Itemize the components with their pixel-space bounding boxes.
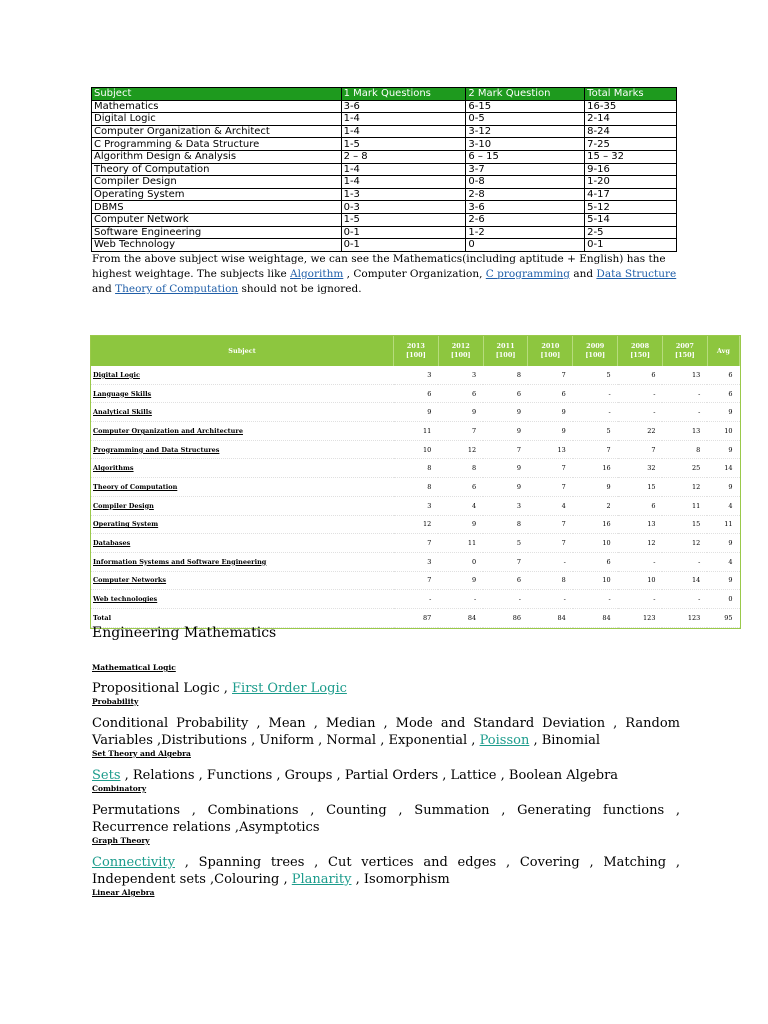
marks-cell: 11	[662, 496, 707, 515]
topics-graph-theory	[92, 854, 680, 888]
value-cell: 3-7	[466, 163, 585, 176]
subject-cell: Databases	[91, 534, 394, 553]
value-cell: 1-3	[341, 188, 466, 201]
year-header: 2011 [100]	[483, 336, 528, 366]
subject-cell: Information Systems and Software Engineering	[91, 552, 394, 571]
value-cell: 6 – 15	[466, 150, 585, 163]
marks-cell: 7	[528, 459, 573, 478]
section-heading: Engineering Mathematics	[92, 625, 277, 641]
theory-of-computation-link[interactable]: Theory of Computation	[115, 283, 239, 295]
marks-cell: 84	[528, 608, 573, 627]
year-header: Avg	[707, 336, 739, 366]
marks-cell: 9	[707, 571, 739, 590]
weightage-header-cell: 1 Mark Questions	[341, 88, 466, 101]
value-cell: 1-4	[341, 113, 466, 126]
marks-cell: 9	[483, 403, 528, 422]
subject-cell: Web technologies	[91, 590, 394, 609]
table-row	[91, 403, 740, 422]
table-row	[91, 478, 740, 497]
marks-cell: 6	[528, 384, 573, 403]
marks-cell: 9	[573, 478, 618, 497]
marks-cell: 8	[483, 515, 528, 534]
marks-cell: 87	[394, 608, 439, 627]
marks-cell: 3	[483, 496, 528, 515]
marks-cell: 10	[394, 440, 439, 459]
marks-cell: 6	[438, 478, 483, 497]
para-text: and	[92, 283, 116, 295]
subject-cell: Computer Organization and Architecture	[91, 422, 394, 441]
table-row	[91, 384, 740, 403]
subject-cell: Theory of Computation	[91, 478, 394, 497]
table-row	[92, 188, 677, 201]
marks-cell: 9	[528, 422, 573, 441]
marks-cell: -	[662, 384, 707, 403]
marks-cell: 3	[394, 496, 439, 515]
marks-cell: 10	[573, 534, 618, 553]
marks-cell: -	[528, 552, 573, 571]
marks-cell: 9	[438, 515, 483, 534]
value-cell: 15 – 32	[585, 150, 677, 163]
marks-cell: 25	[662, 459, 707, 478]
marks-cell: 6	[618, 496, 663, 515]
topics-mathematical-logic	[92, 680, 680, 697]
marks-cell: -	[618, 403, 663, 422]
topic-text: , Relations , Functions , Groups , Partial Orders , Lattice , Boolean Algebra	[120, 768, 619, 783]
table-row	[92, 100, 677, 113]
marks-cell: 32	[618, 459, 663, 478]
marks-cell: -	[438, 590, 483, 609]
marks-cell: 12	[394, 515, 439, 534]
marks-cell: 12	[438, 440, 483, 459]
marks-cell: 8	[528, 571, 573, 590]
para-text: From the above subject wise weightage, we can see the Mathematics(including aptitude + English) has the highest weightage. The subjects like	[92, 253, 666, 280]
marks-cell: 6	[483, 571, 528, 590]
marks-cell: -	[618, 552, 663, 571]
para-text: , Computer Organization,	[343, 268, 486, 280]
year-header: 2008 [150]	[618, 336, 663, 366]
table-row	[92, 239, 677, 252]
marks-cell: 10	[573, 571, 618, 590]
topic-text: Conditional Probability , Mean , Median , Mode and Standard Deviation , Random Variables ,Distributions , Uniform , Normal , Exponential ,	[92, 716, 680, 748]
marks-cell: 12	[662, 534, 707, 553]
marks-cell: 6	[573, 552, 618, 571]
value-cell: 3-12	[466, 125, 585, 138]
value-cell: 5-14	[585, 213, 677, 226]
subject-cell: Digital Logic	[91, 366, 394, 384]
value-cell: 0-8	[466, 176, 585, 189]
subject-cell: Computer Network	[92, 213, 342, 226]
table-row	[92, 226, 677, 239]
subject-cell: Digital Logic	[92, 113, 342, 126]
value-cell: 16-35	[585, 100, 677, 113]
value-cell: 6-15	[466, 100, 585, 113]
value-cell: 4-17	[585, 188, 677, 201]
para-text: should not be ignored.	[238, 283, 362, 295]
marks-cell: 16	[573, 515, 618, 534]
marks-cell: 10	[707, 422, 739, 441]
weightage-table-header	[92, 88, 677, 101]
marks-cell: 5	[573, 422, 618, 441]
subheading-mathematical-logic: Mathematical Logic	[92, 663, 176, 672]
marks-cell: 7	[483, 440, 528, 459]
value-cell: 2-14	[585, 113, 677, 126]
marks-cell: 9	[394, 403, 439, 422]
marks-cell: -	[662, 403, 707, 422]
marks-cell: 7	[528, 515, 573, 534]
marks-cell: -	[573, 384, 618, 403]
table-row	[91, 515, 740, 534]
marks-cell: 9	[483, 478, 528, 497]
subject-cell: Theory of Computation	[92, 163, 342, 176]
first-order-logic-link[interactable]: First Order Logic	[232, 681, 347, 696]
marks-cell: 7	[394, 534, 439, 553]
marks-cell: -	[618, 384, 663, 403]
marks-cell: 9	[528, 403, 573, 422]
subject-header: Subject	[91, 336, 394, 366]
subheading-set-theory: Set Theory and Algebra	[92, 749, 191, 758]
poisson-link[interactable]: Poisson	[479, 733, 530, 748]
weightage-header-cell: Subject	[92, 88, 342, 101]
algorithm-link[interactable]: Algorithm	[290, 268, 344, 280]
marks-cell: 84	[438, 608, 483, 627]
marks-cell: 7	[528, 534, 573, 553]
subheading-linear-algebra: Linear Algebra	[92, 888, 155, 897]
marks-cell: 13	[662, 422, 707, 441]
marks-cell: 0	[438, 552, 483, 571]
value-cell: 1-4	[341, 176, 466, 189]
marks-cell: 9	[483, 422, 528, 441]
value-cell: 2-6	[466, 213, 585, 226]
table-row	[91, 366, 740, 384]
marks-table-header	[91, 336, 740, 366]
value-cell: 2-8	[466, 188, 585, 201]
marks-cell: 0	[707, 590, 739, 609]
subject-cell: C Programming & Data Structure	[92, 138, 342, 151]
marks-cell: 6	[438, 384, 483, 403]
value-cell: 8-24	[585, 125, 677, 138]
value-cell: 0-5	[466, 113, 585, 126]
year-header: 2012 [100]	[438, 336, 483, 366]
weightage-table	[91, 87, 677, 252]
marks-cell: 6	[618, 366, 663, 384]
marks-cell: 9	[707, 440, 739, 459]
marks-cell: 5	[483, 534, 528, 553]
table-row	[91, 496, 740, 515]
marks-cell: 7	[618, 440, 663, 459]
marks-cell: 6	[394, 384, 439, 403]
marks-cell: -	[662, 590, 707, 609]
marks-cell: 14	[662, 571, 707, 590]
marks-cell: 9	[438, 571, 483, 590]
value-cell: 1-5	[341, 213, 466, 226]
table-row	[91, 459, 740, 478]
marks-cell: 9	[707, 478, 739, 497]
value-cell: 2 – 8	[341, 150, 466, 163]
weightage-header-cell: 2 Mark Question	[466, 88, 585, 101]
year-header: 2010 [100]	[528, 336, 573, 366]
value-cell: 9-16	[585, 163, 677, 176]
subject-cell: Analytical Skills	[91, 403, 394, 422]
marks-cell: 22	[618, 422, 663, 441]
subject-cell: Algorithm Design & Analysis	[92, 150, 342, 163]
engineering-mathematics-section	[92, 622, 680, 898]
marks-cell: 9	[438, 403, 483, 422]
marks-cell: 2	[573, 496, 618, 515]
subject-cell: Operating System	[92, 188, 342, 201]
table-row	[92, 163, 677, 176]
connectivity-link[interactable]: Connectivity	[92, 855, 175, 870]
marks-cell: 16	[573, 459, 618, 478]
planarity-link[interactable]: Planarity	[291, 872, 352, 887]
marks-cell: -	[662, 552, 707, 571]
subject-cell: Programming and Data Structures	[91, 440, 394, 459]
topic-text: Propositional Logic ,	[92, 681, 233, 696]
marks-cell: 10	[618, 571, 663, 590]
marks-cell: 8	[438, 459, 483, 478]
subheading-probability: Probability	[92, 697, 139, 706]
table-row	[92, 113, 677, 126]
marks-cell: -	[528, 590, 573, 609]
marks-cell: 4	[707, 496, 739, 515]
value-cell: 0	[466, 239, 585, 252]
marks-cell: -	[483, 590, 528, 609]
data-structure-link[interactable]: Data Structure	[596, 268, 677, 280]
marks-cell: 14	[707, 459, 739, 478]
topics-probability	[92, 715, 680, 749]
table-row	[91, 422, 740, 441]
marks-cell: 15	[662, 515, 707, 534]
value-cell: 0-3	[341, 201, 466, 214]
marks-cell: -	[573, 403, 618, 422]
sets-link[interactable]: Sets	[92, 768, 121, 783]
marks-cell: -	[573, 590, 618, 609]
value-cell: 1-20	[585, 176, 677, 189]
subject-cell: DBMS	[92, 201, 342, 214]
subject-cell: Algorithms	[91, 459, 394, 478]
subheading-graph-theory: Graph Theory	[92, 836, 150, 845]
marks-cell: 4	[528, 496, 573, 515]
marks-cell: 95	[707, 608, 739, 627]
table-row	[91, 534, 740, 553]
subject-cell: Computer Organization & Architect	[92, 125, 342, 138]
value-cell: 5-12	[585, 201, 677, 214]
table-row	[91, 590, 740, 609]
marks-cell: 11	[438, 534, 483, 553]
marks-cell: 13	[528, 440, 573, 459]
year-header: 2009 [100]	[573, 336, 618, 366]
topics-combinatory: Permutations , Combinations , Counting , Summation , Generating functions , Recurrence relations ,Asymptotics	[92, 803, 680, 835]
marks-cell: 7	[528, 366, 573, 384]
marks-cell: 7	[438, 422, 483, 441]
value-cell: 1-4	[341, 163, 466, 176]
value-cell: 3-6	[466, 201, 585, 214]
marks-cell: 8	[662, 440, 707, 459]
para-text: and	[570, 268, 597, 280]
weightage-header-cell: Total Marks	[585, 88, 677, 101]
marks-cell: 7	[394, 571, 439, 590]
marks-cell: 13	[662, 366, 707, 384]
marks-cell: 6	[483, 384, 528, 403]
table-row	[92, 125, 677, 138]
marks-cell: 123	[662, 608, 707, 627]
value-cell: 3-10	[466, 138, 585, 151]
marks-cell: 4	[707, 552, 739, 571]
subject-cell: Compiler Design	[91, 496, 394, 515]
table-row	[92, 201, 677, 214]
marks-cell: 12	[662, 478, 707, 497]
table-row	[91, 571, 740, 590]
subject-cell: Web Technology	[92, 239, 342, 252]
marks-cell: 84	[573, 608, 618, 627]
subheading-combinatory: Combinatory	[92, 784, 147, 793]
marks-cell: 3	[438, 366, 483, 384]
weightage-paragraph	[92, 252, 682, 297]
marks-cell: 12	[618, 534, 663, 553]
marks-cell: 8	[394, 459, 439, 478]
marks-cell: 11	[707, 515, 739, 534]
marks-cell: 7	[528, 478, 573, 497]
table-row	[91, 552, 740, 571]
table-row	[92, 150, 677, 163]
value-cell: 0-1	[585, 239, 677, 252]
topics-set-theory	[92, 767, 680, 784]
marks-cell: 9	[483, 459, 528, 478]
value-cell: 7-25	[585, 138, 677, 151]
marks-cell: 6	[707, 366, 739, 384]
value-cell: 3-6	[341, 100, 466, 113]
subject-cell: Compiler Design	[92, 176, 342, 189]
topic-text: , Isomorphism	[351, 872, 450, 887]
subject-cell: Language Skills	[91, 384, 394, 403]
marks-cell: 86	[483, 608, 528, 627]
value-cell: 0-1	[341, 226, 466, 239]
marks-cell: 4	[438, 496, 483, 515]
c-programming-link[interactable]: C programming	[485, 268, 570, 280]
marks-cell: 5	[573, 366, 618, 384]
subject-cell: Software Engineering	[92, 226, 342, 239]
table-row	[91, 440, 740, 459]
subject-cell: Computer Networks	[91, 571, 394, 590]
marks-cell: -	[618, 590, 663, 609]
subject-cell: Mathematics	[92, 100, 342, 113]
marks-cell: 7	[573, 440, 618, 459]
marks-cell: 11	[394, 422, 439, 441]
marks-cell: 13	[618, 515, 663, 534]
table-row	[92, 176, 677, 189]
table-row	[92, 138, 677, 151]
topic-text: , Binomial	[529, 733, 601, 748]
value-cell: 1-5	[341, 138, 466, 151]
marks-cell: 8	[483, 366, 528, 384]
value-cell: 2-5	[585, 226, 677, 239]
marks-cell: 9	[707, 403, 739, 422]
subject-cell: Total	[91, 608, 394, 627]
marks-by-year-table	[91, 336, 740, 628]
table-row	[92, 213, 677, 226]
topic-text: , Spanning trees , Cut vertices and edges , Covering , Matching , Independent sets ,Colouring ,	[92, 855, 680, 887]
marks-cell: -	[394, 590, 439, 609]
year-header: 2013 [100]	[394, 336, 439, 366]
subject-cell: Operating System	[91, 515, 394, 534]
year-header: 2007 [150]	[662, 336, 707, 366]
marks-cell: 3	[394, 366, 439, 384]
marks-cell: 123	[618, 608, 663, 627]
marks-cell: 8	[394, 478, 439, 497]
marks-cell: 15	[618, 478, 663, 497]
marks-cell: 3	[394, 552, 439, 571]
marks-cell: 9	[707, 534, 739, 553]
value-cell: 1-2	[466, 226, 585, 239]
value-cell: 0-1	[341, 239, 466, 252]
marks-cell: 6	[707, 384, 739, 403]
marks-by-year-table-wrapper	[90, 335, 741, 629]
marks-cell: 7	[483, 552, 528, 571]
value-cell: 1-4	[341, 125, 466, 138]
